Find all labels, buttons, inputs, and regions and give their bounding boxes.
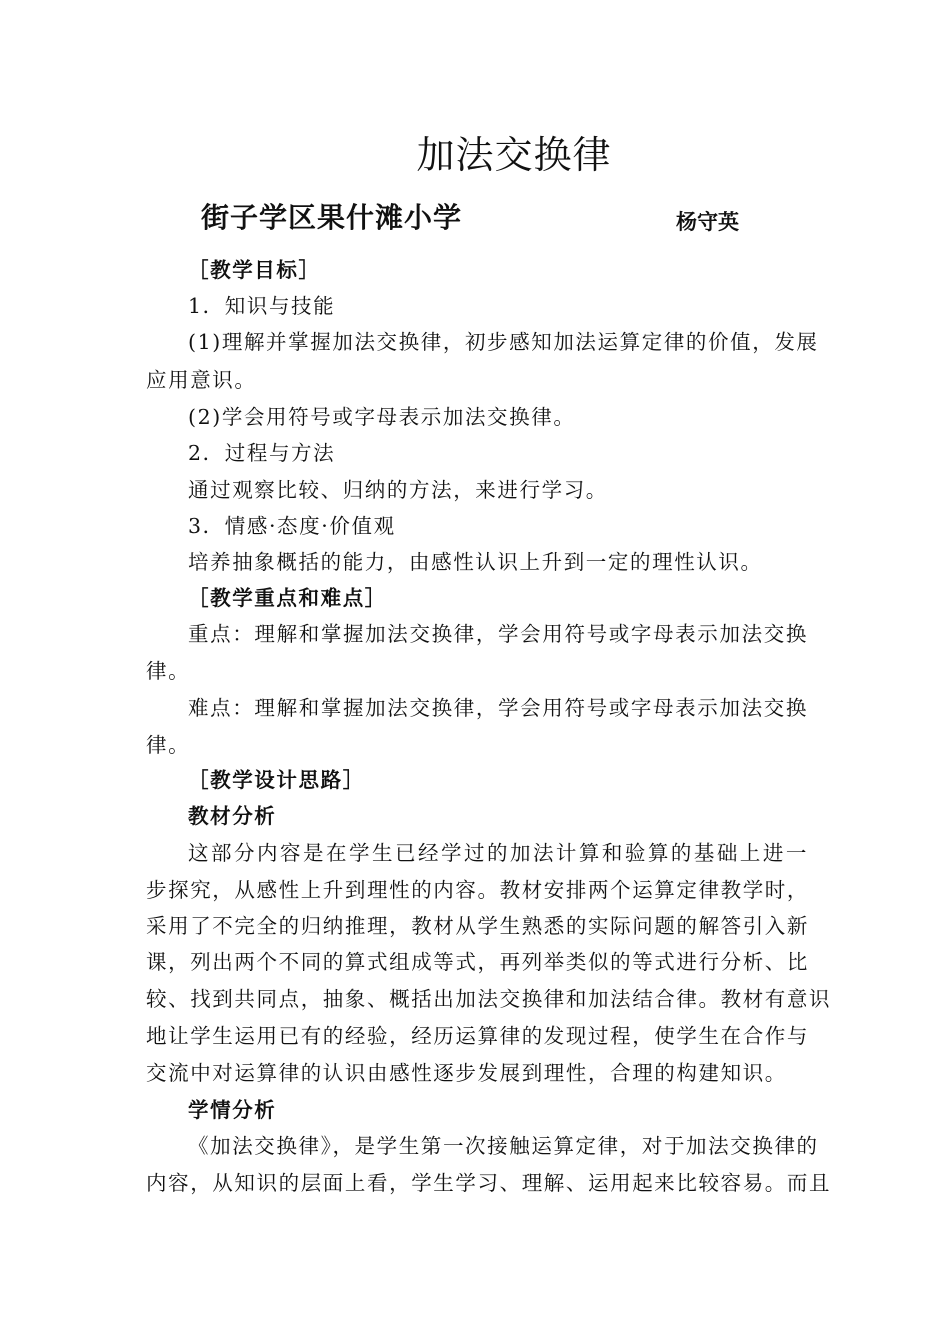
paragraph-line: 《加法交换律》，是学生第一次接触运算定律，对于加法交换律的 [188,1134,819,1158]
section-heading-key-points: ［教学重点和难点］ [188,586,387,610]
paragraph-line: 这部分内容是在学生已经学过的加法计算和验算的基础上进一 [188,841,808,865]
paragraph-line: 难点：理解和掌握加法交换律，学会用符号或字母表示加法交换 [188,696,808,720]
paragraph-line: 采用了不完全的归纳推理，教材从学生熟悉的实际问题的解答引入新 [146,914,809,938]
subheading-process-method: 2．过程与方法 [188,441,336,465]
paragraph-line: (1)理解并掌握加法交换律，初步感知加法运算定律的价值，发展 [188,330,819,354]
school-name: 街子学区果什滩小学 [201,201,463,234]
paragraph-line: 步探究，从感性上升到理性的内容。教材安排两个运算定律教学时， [146,878,809,902]
paragraph-line: 培养抽象概括的能力，由感性认识上升到一定的理性认识。 [188,550,763,574]
paragraph-line: 交流中对运算律的认识由感性逐步发展到理性，合理的构建知识。 [146,1061,787,1085]
paragraph-line: 律。 [146,659,191,683]
paragraph-line: 通过观察比较、归纳的方法，来进行学习。 [188,478,608,502]
paragraph-line: 重点：理解和掌握加法交换律，学会用符号或字母表示加法交换 [188,622,808,646]
subheading-student-analysis: 学情分析 [188,1098,277,1122]
paragraph-line: 较、找到共同点，抽象、概括出加法交换律和加法结合律。教材有意识 [146,987,832,1011]
section-heading-design: ［教学设计思路］ [188,768,365,792]
paragraph-line: (2)学会用符号或字母表示加法交换律。 [188,405,576,429]
author-name: 杨守英 [676,209,739,234]
subheading-material-analysis: 教材分析 [188,804,277,828]
paragraph-line: 内容，从知识的层面上看，学生学习、理解、运用起来比较容易。而且 [146,1171,832,1195]
paragraph-line: 应用意识。 [146,368,257,392]
subheading-emotion-values: 3．情感·态度·价值观 [188,514,396,538]
paragraph-line: 课，列出两个不同的算式组成等式，再列举类似的等式进行分析、比 [146,950,809,974]
subheading-knowledge-skills: 1．知识与技能 [188,294,336,318]
paragraph-line: 地让学生运用已有的经验，经历运算律的发现过程，使学生在合作与 [146,1024,809,1048]
paragraph-line: 律。 [146,733,191,757]
document-title: 加法交换律 [416,133,612,177]
section-heading-objectives: ［教学目标］ [188,258,321,282]
